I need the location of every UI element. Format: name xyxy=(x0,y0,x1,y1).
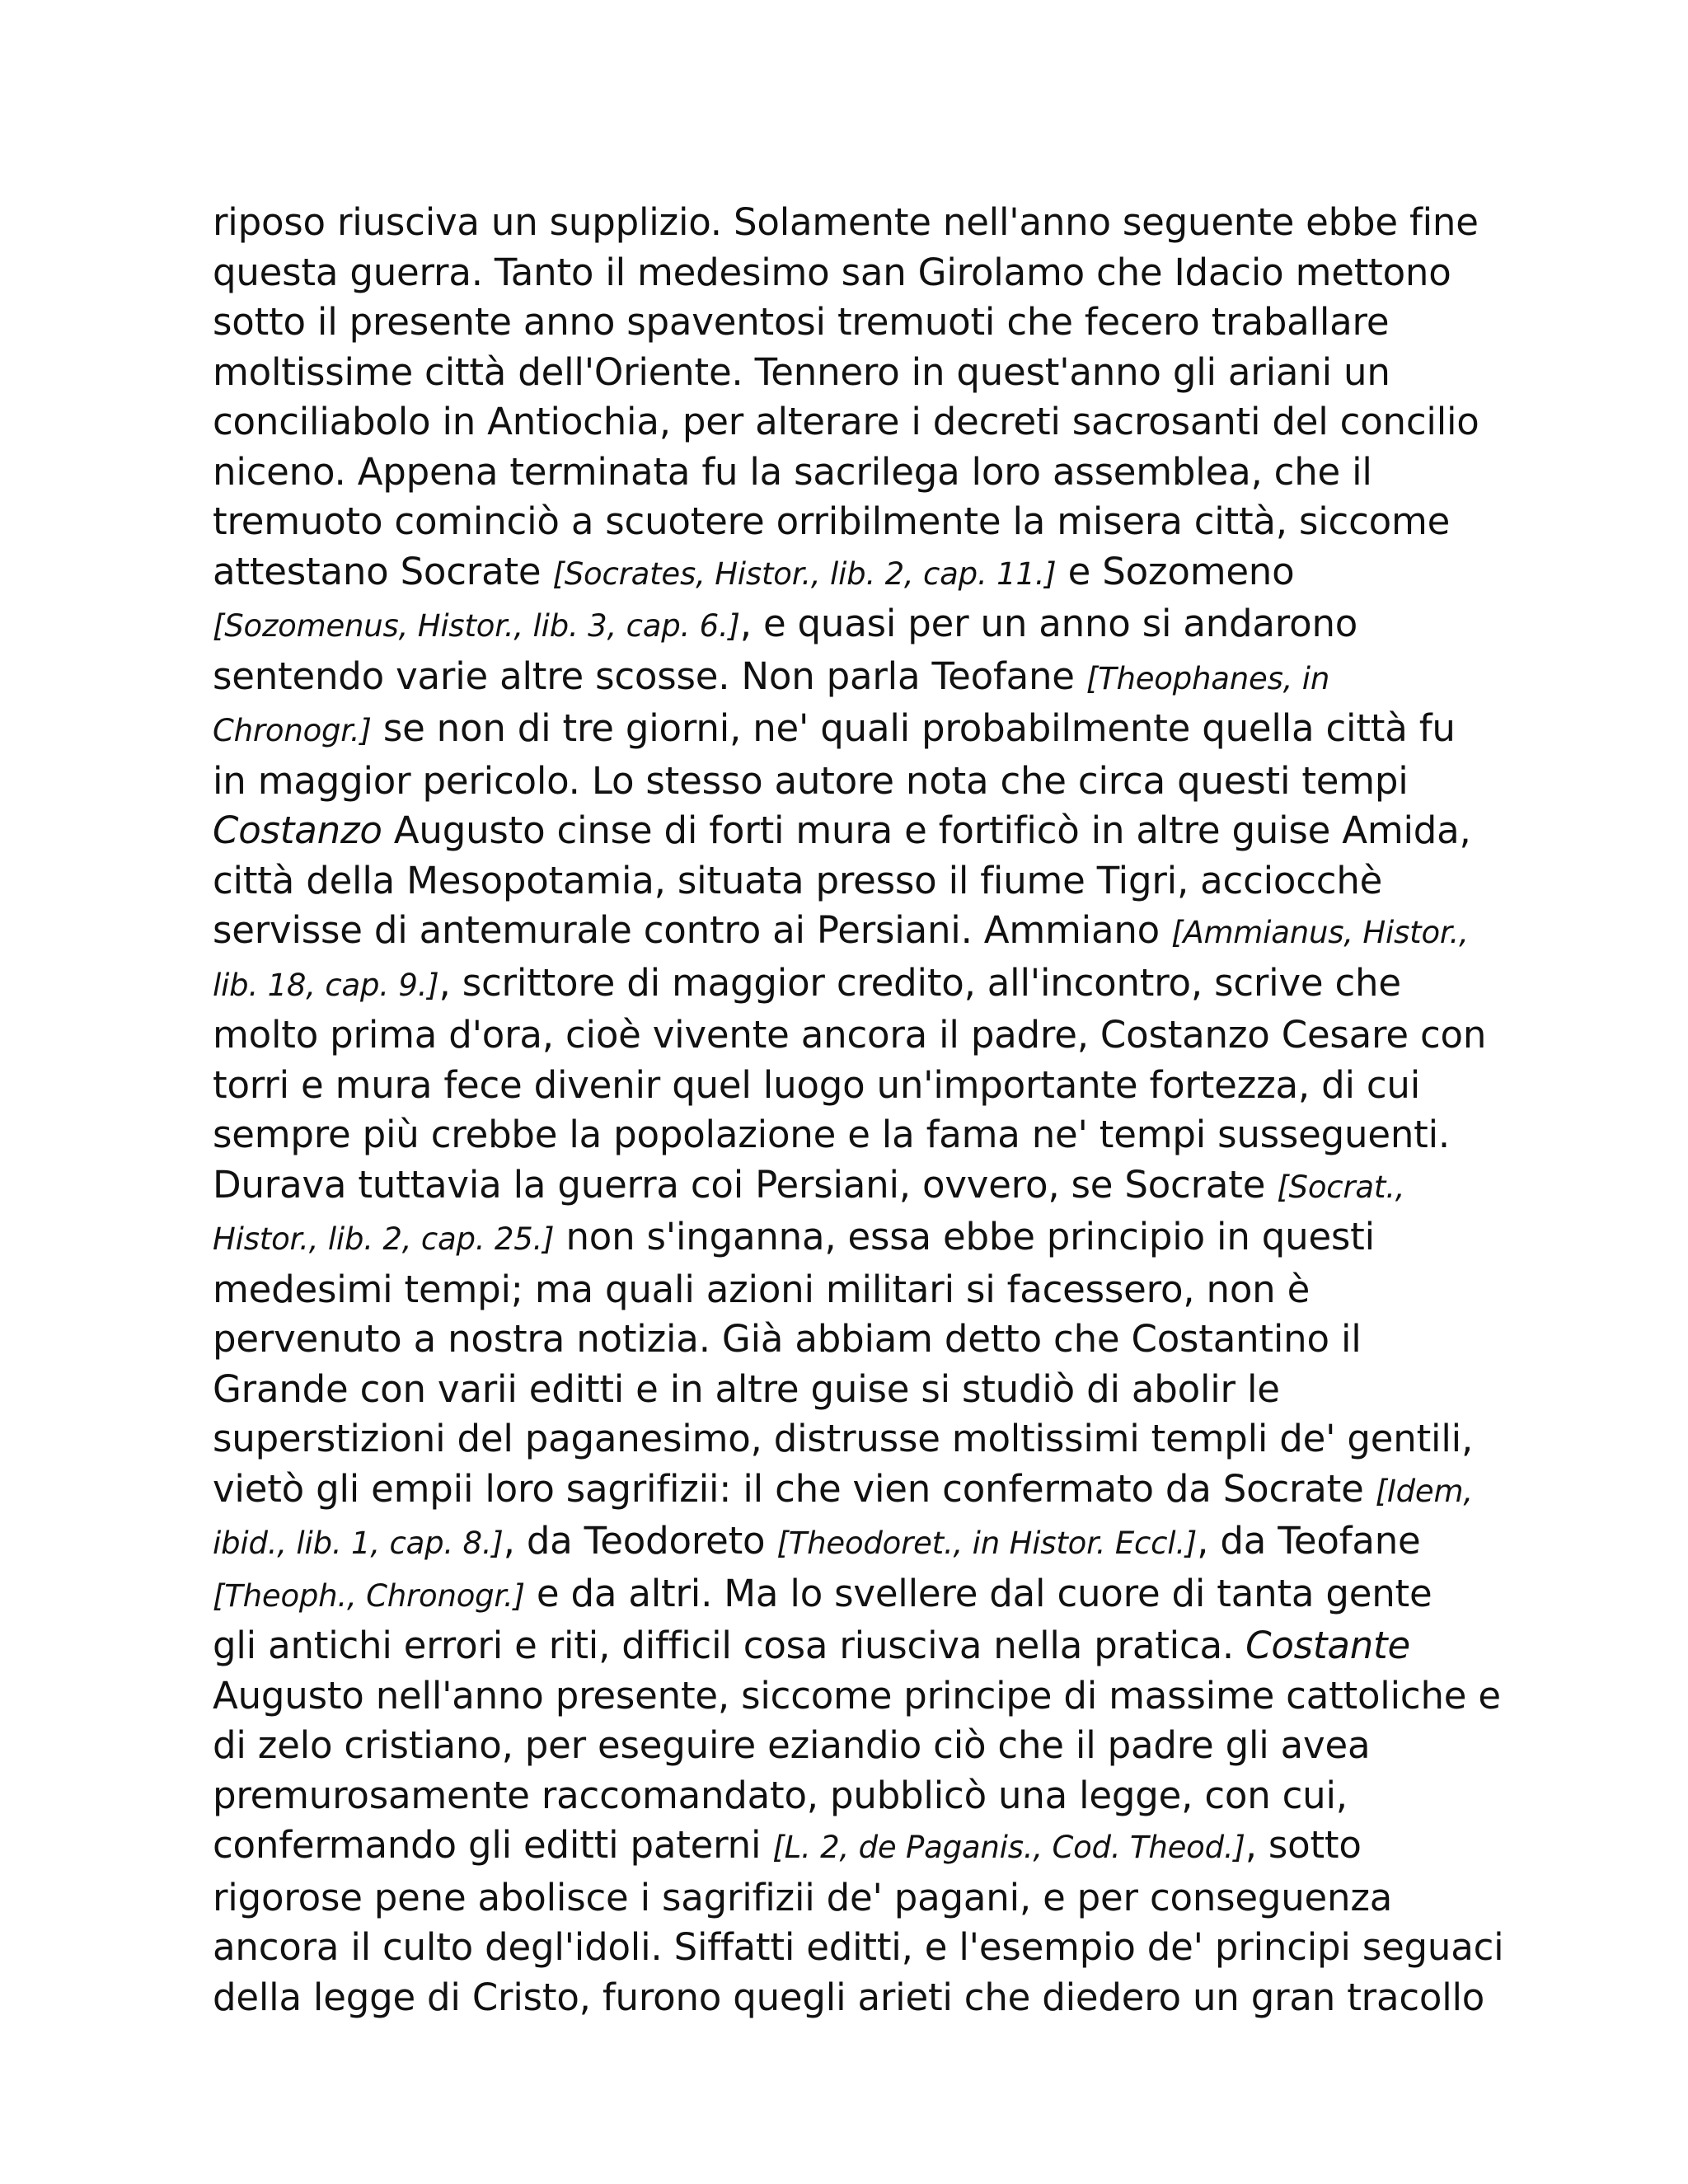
text-segment: sempre più crebbe la popolazione e la fama ne' tempi susseguenti. xyxy=(213,1113,1451,1156)
text-segment: questa guerra. Tanto il medesimo san Girolamo che Idacio mettono xyxy=(213,250,1451,294)
text-line xyxy=(213,1315,1498,1365)
citation: [Socrat., xyxy=(1277,1169,1405,1205)
citation: Histor., lib. 2, cap. 25.] xyxy=(213,1221,555,1257)
citation: [Theoph., Chronogr.] xyxy=(213,1577,525,1614)
citation: [L. 2, de Paganis., Cod. Theod.] xyxy=(772,1830,1245,1865)
text-segment: non s'inganna, essa ebbe principio in questi xyxy=(554,1215,1375,1258)
text-segment: e Sozomeno xyxy=(1056,549,1295,593)
text-segment: Augusto nell'anno presente, siccome principe di massime cattoliche e xyxy=(213,1673,1501,1718)
text-segment: conciliabolo in Antiochia, per alterare i decreti sacrosanti del concilio xyxy=(213,400,1479,443)
text-line xyxy=(213,1212,1498,1265)
text-line xyxy=(213,1061,1498,1111)
text-segment: superstizioni del paganesimo, distrusse moltissimi templi de' gentili, xyxy=(213,1417,1474,1460)
text-line xyxy=(213,757,1498,807)
text-segment: di zelo cristiano, per eseguire eziandio ciò che il padre gli avea xyxy=(213,1723,1371,1767)
text-line xyxy=(213,1671,1501,1722)
text-line xyxy=(213,1465,1498,1517)
citation: lib. 18, cap. 9.] xyxy=(213,967,439,1003)
text-line xyxy=(213,806,1498,856)
text-line xyxy=(213,298,1498,348)
text-segment: e da altri. Ma lo svellere dal cuore di tanta gente xyxy=(524,1571,1432,1615)
text-line xyxy=(213,1010,1498,1061)
text-segment: tremuoto cominciò a scuotere orribilmente la misera città, siccome xyxy=(213,499,1451,543)
text-segment: moltissime città dell'Oriente. Tennero in quest'anno gli ariani un xyxy=(213,349,1390,394)
text-line xyxy=(213,448,1498,498)
text-line xyxy=(213,1365,1498,1415)
text-segment: Durava tuttavia la guerra coi Persiani, ovvero, se Socrate xyxy=(213,1162,1278,1207)
citation: [Idem, xyxy=(1375,1473,1473,1509)
text-segment: servisse di antemurale contro ai Persiani. Ammiano xyxy=(213,908,1172,952)
text-line xyxy=(213,397,1498,448)
text-segment: medesimi tempi; ma quali azioni militari si facessero, non è xyxy=(213,1267,1311,1311)
emphasized-name: Costante xyxy=(1245,1624,1410,1667)
text-line xyxy=(213,906,1498,958)
emphasized-name: Costanzo xyxy=(213,808,382,852)
text-segment: se non di tre giorni, ne' quali probabilmente quella città fu xyxy=(371,706,1456,750)
text-segment: , e quasi per un anno si andarono xyxy=(739,602,1358,645)
text-segment: della legge di Cristo, furono quegli arieti che diedero un gran tracollo xyxy=(213,1975,1485,2019)
text-segment: molto prima d'ora, cioè vivente ancora il padre, Costanzo Cesare con xyxy=(213,1013,1487,1057)
text-segment: , da Teodoreto xyxy=(503,1519,777,1563)
text-segment: niceno. Appena terminata fu la sacrilega loro assemblea, che il xyxy=(213,449,1372,494)
text-segment: città della Mesopotamia, situata presso il fiume Tigri, acciocchè xyxy=(213,858,1383,902)
text-line xyxy=(213,1973,1498,2023)
text-line xyxy=(213,1414,1498,1465)
text-segment: Augusto cinse di forti mura e fortificò in altre guise Amida, xyxy=(382,808,1471,852)
text-line xyxy=(213,1771,1498,1821)
text-segment: , sotto xyxy=(1245,1823,1362,1867)
text-line xyxy=(213,497,1498,547)
text-segment: attestano Socrate xyxy=(213,549,553,593)
text-line xyxy=(213,1873,1498,1924)
text-segment: vietò gli empii loro sagrifizii: il che vien confermato da Socrate xyxy=(213,1466,1376,1511)
citation: [Sozomenus, Histor., lib. 3, cap. 6.] xyxy=(213,608,740,644)
text-segment: rigorose pene abolisce i sagrifizii de' pagani, e per conseguenza xyxy=(213,1875,1393,1919)
text-segment: torri e mura fece divenir quel luogo un'importante fortezza, di cui xyxy=(213,1062,1421,1107)
text-segment: sotto il presente anno spaventosi tremuoti che fecero traballare xyxy=(213,300,1390,344)
text-line xyxy=(213,1516,1498,1569)
text-line xyxy=(213,1621,1498,1671)
citation: [Theophanes, in xyxy=(1085,660,1330,696)
text-segment: riposo riusciva un supplizio. Solamente nell'anno seguente ebbe fine xyxy=(213,200,1479,244)
text-line xyxy=(213,1569,1498,1622)
citation: [Theodoret., in Histor. Eccl.] xyxy=(776,1526,1198,1561)
citation: Chronogr.] xyxy=(213,713,372,748)
text-line xyxy=(213,1160,1498,1213)
body-paragraph xyxy=(213,198,1504,2022)
text-segment: sentendo varie altre scosse. Non parla Teofane xyxy=(213,654,1086,698)
text-line xyxy=(213,348,1498,398)
citation: [Ammianus, Histor., xyxy=(1171,915,1469,950)
text-segment: confermando gli editti paterni xyxy=(213,1823,773,1867)
citation: [Socrates, Histor., lib. 2, cap. 11.] xyxy=(552,555,1057,592)
text-segment: pervenuto a nostra notizia. Già abbiam detto che Costantino il xyxy=(213,1317,1362,1361)
text-line xyxy=(213,1721,1498,1771)
text-segment: , da Teofane xyxy=(1197,1519,1421,1563)
text-line xyxy=(213,1110,1498,1160)
text-segment: Grande con varii editti e in altre guise si studiò di abolir le xyxy=(213,1366,1280,1411)
text-segment: , scrittore di maggior credito, all'incontro, scrive che xyxy=(438,960,1401,1005)
text-line xyxy=(213,1265,1498,1315)
text-line xyxy=(213,599,1498,652)
text-line xyxy=(213,198,1498,248)
text-line xyxy=(213,1821,1498,1873)
text-line xyxy=(213,958,1498,1011)
text-line xyxy=(213,248,1498,298)
text-line xyxy=(213,1923,1504,1973)
text-segment: in maggior pericolo. Lo stesso autore nota che circa questi tempi xyxy=(213,758,1409,803)
text-line xyxy=(213,856,1498,907)
text-line xyxy=(213,704,1498,757)
text-segment: gli antichi errori e riti, difficil cosa riusciva nella pratica. xyxy=(213,1624,1246,1667)
text-line xyxy=(213,652,1498,705)
text-segment: ancora il culto degl'idoli. Siffatti editti, e l'esempio de' principi seguaci xyxy=(213,1925,1504,1969)
text-segment: premurosamente raccomandato, pubblicò una legge, con cui, xyxy=(213,1773,1348,1817)
text-line xyxy=(213,547,1498,600)
citation: ibid., lib. 1, cap. 8.] xyxy=(213,1526,504,1561)
